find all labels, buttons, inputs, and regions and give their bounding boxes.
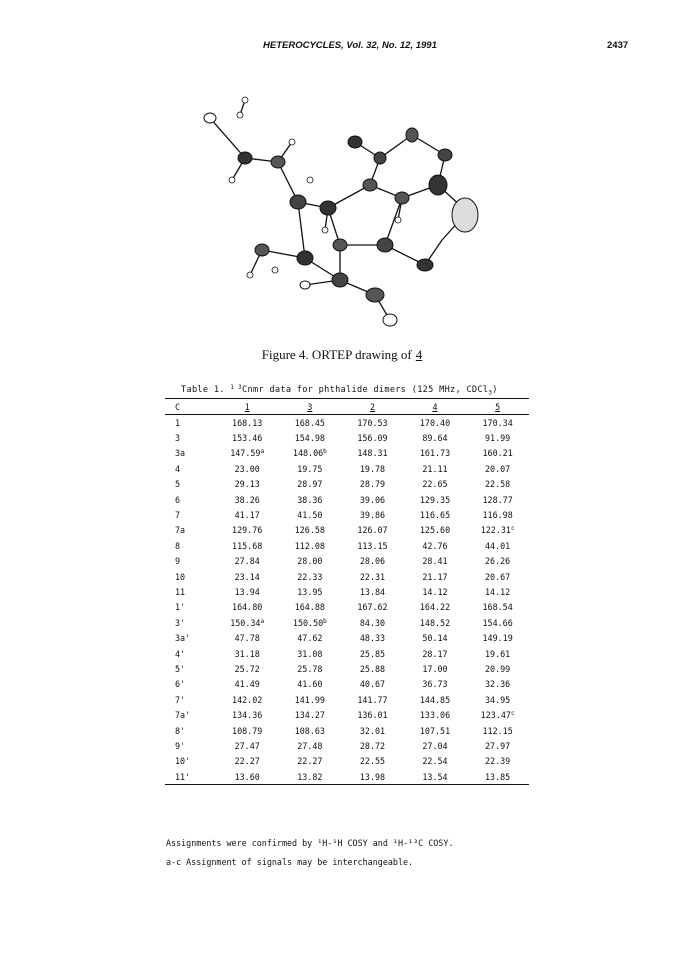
column-header <box>216 399 279 415</box>
shift-value: 27.04 <box>422 740 448 751</box>
shift-value: 164.88 <box>294 602 325 613</box>
table-row <box>165 538 529 553</box>
ortep-drawing <box>180 80 500 350</box>
shift-value: 22.33 <box>297 571 323 582</box>
carbon-label: 5 <box>175 479 181 490</box>
carbon-label: 11' <box>165 769 216 785</box>
shift-value: 167.62 <box>357 602 388 613</box>
carbon-label: 7' <box>175 694 186 705</box>
shift-value: 41.17 <box>234 510 260 521</box>
shift-value: 84.30 <box>359 617 386 628</box>
shift-value: 26.26 <box>485 556 511 567</box>
shift-value: 21.11 <box>422 463 448 474</box>
table-row <box>165 492 529 507</box>
shift-value: 161.73 <box>419 448 451 459</box>
carbon-label: 7 <box>175 510 181 521</box>
carbon-label: 11 <box>175 586 186 597</box>
shift-value: 142.02 <box>232 694 263 705</box>
table-footnote-2: a-c Assignment of signals may be interchangeable. <box>166 857 414 867</box>
shift-value: 32.01 <box>359 725 386 736</box>
compound-number: 1 <box>244 401 250 412</box>
carbon-label: 10 <box>175 571 186 582</box>
table-row <box>165 415 529 431</box>
table-row <box>165 507 529 522</box>
shift-value: 39.86 <box>359 510 386 521</box>
shift-value: 150.34$^a$ <box>230 617 265 628</box>
table-title <box>181 384 498 397</box>
table-row <box>165 630 529 645</box>
shift-value: 133.06 <box>419 710 451 721</box>
shift-value: 38.26 <box>234 494 260 505</box>
shift-value: 168.13 <box>232 417 263 428</box>
shift-value: 21.17 <box>422 571 448 582</box>
shift-value: 20.07 <box>485 463 511 474</box>
column-header <box>466 399 529 415</box>
shift-value: 108.79 <box>232 725 263 736</box>
shift-value: 22.55 <box>359 756 386 767</box>
shift-value: 25.78 <box>297 663 323 674</box>
column-header: C <box>165 399 216 415</box>
molecule-atoms <box>204 113 478 326</box>
shift-value: 122.31$^c$ <box>480 525 515 536</box>
shift-value: 48.33 <box>359 633 386 644</box>
title-superscript: 1 3 <box>230 384 243 391</box>
shift-value: 44.01 <box>485 540 511 551</box>
shift-value: 27.48 <box>297 740 323 751</box>
table-row <box>165 661 529 676</box>
table-row <box>165 769 529 785</box>
carbon-label: 7a' <box>175 710 191 721</box>
shift-value: 91.99 <box>485 433 511 444</box>
shift-value: 27.97 <box>485 740 511 751</box>
shift-value: 13.82 <box>279 769 342 785</box>
shift-value: 22.65 <box>422 479 448 490</box>
shift-value: 148.06$^b$ <box>292 448 327 459</box>
shift-value: 41.60 <box>297 679 323 690</box>
shift-value: 28.41 <box>422 556 448 567</box>
compound-number: 2 <box>369 401 375 412</box>
shift-value: 123.47$^c$ <box>480 710 515 721</box>
table-footnote-1: Assignments were confirmed by ¹H-¹H COSY and ¹H-¹³C COSY. <box>166 838 454 848</box>
shift-value: 89.64 <box>422 433 448 444</box>
table-number: Table 1. <box>181 385 225 395</box>
table-row <box>165 723 529 738</box>
carbon-label: 3 <box>175 433 181 444</box>
shift-value: 39.06 <box>359 494 386 505</box>
shift-value: 141.77 <box>357 694 388 705</box>
journal-citation: HETEROCYCLES, Vol. 32, No. 12, 1991 <box>263 40 437 51</box>
shift-value: 129.35 <box>419 494 451 505</box>
carbon-label: 6' <box>175 679 186 690</box>
carbon-label: 8' <box>175 725 186 736</box>
shift-value: 13.54 <box>404 769 467 785</box>
shift-value: 25.88 <box>359 663 386 674</box>
shift-value: 125.60 <box>419 525 451 536</box>
shift-value: 170.53 <box>357 417 388 428</box>
shift-value: 141.99 <box>294 694 325 705</box>
table-row <box>165 707 529 722</box>
caption-text: Figure 4. ORTEP drawing of <box>261 347 412 362</box>
table-body <box>165 415 529 785</box>
title-end: ) <box>492 385 498 395</box>
carbon-label: 9 <box>175 556 181 567</box>
compound-number: 5 <box>495 401 501 412</box>
shift-value: 13.94 <box>234 586 260 597</box>
shift-value: 19.78 <box>359 463 386 474</box>
shift-value: 112.08 <box>294 540 325 551</box>
shift-value: 22.27 <box>234 756 260 767</box>
shift-value: 25.72 <box>234 663 260 674</box>
shift-value: 148.31 <box>357 448 388 459</box>
table-row <box>165 692 529 707</box>
table-row <box>165 646 529 661</box>
running-header <box>0 40 684 56</box>
table-row <box>165 554 529 569</box>
nmr-data-table <box>165 398 529 785</box>
shift-value: 32.36 <box>485 679 511 690</box>
shift-value: 14.12 <box>485 586 511 597</box>
shift-value: 148.52 <box>419 617 451 628</box>
carbon-label: 10' <box>175 756 191 767</box>
shift-value: 41.49 <box>234 679 260 690</box>
shift-value: 29.13 <box>234 479 260 490</box>
shift-value: 20.67 <box>485 571 511 582</box>
shift-value: 28.72 <box>359 740 386 751</box>
table-row <box>165 477 529 492</box>
shift-value: 34.95 <box>485 694 511 705</box>
shift-value: 170.40 <box>419 417 451 428</box>
shift-value: 13.95 <box>297 586 323 597</box>
shift-value: 160.21 <box>482 448 513 459</box>
shift-value: 115.68 <box>232 540 263 551</box>
shift-value: 28.00 <box>297 556 323 567</box>
shift-value: 28.97 <box>297 479 323 490</box>
shift-value: 112.15 <box>482 725 513 736</box>
shift-value: 153.46 <box>232 433 263 444</box>
shift-value: 156.09 <box>357 433 388 444</box>
shift-value: 149.19 <box>482 633 513 644</box>
shift-value: 17.00 <box>422 663 448 674</box>
page-number: 2437 <box>607 40 629 51</box>
shift-value: 31.18 <box>234 648 260 659</box>
figure-caption <box>0 347 684 363</box>
table-row <box>165 446 529 461</box>
table-row <box>165 523 529 538</box>
shift-value: 19.75 <box>297 463 323 474</box>
shift-value: 23.00 <box>234 463 260 474</box>
carbon-label: 8 <box>175 540 181 551</box>
carbon-label: 3a <box>175 448 186 459</box>
shift-value: 116.65 <box>419 510 451 521</box>
shift-value: 47.78 <box>234 633 260 644</box>
table-row <box>165 430 529 445</box>
shift-value: 25.85 <box>359 648 386 659</box>
table-row <box>165 461 529 476</box>
table-row <box>165 754 529 769</box>
carbon-label: 5' <box>175 663 186 674</box>
table-row <box>165 738 529 753</box>
shift-value: 22.54 <box>422 756 448 767</box>
shift-value: 28.17 <box>422 648 448 659</box>
shift-value: 42.76 <box>422 540 448 551</box>
shift-value: 19.61 <box>485 648 511 659</box>
caption-compound: 4 <box>415 347 423 362</box>
shift-value: 36.73 <box>422 679 448 690</box>
shift-value: 22.27 <box>297 756 323 767</box>
carbon-label: 1' <box>175 602 186 613</box>
shift-value: 40.67 <box>359 679 386 690</box>
carbon-label: 3' <box>175 617 186 628</box>
shift-value: 134.27 <box>294 710 325 721</box>
shift-value: 108.63 <box>294 725 325 736</box>
shift-value: 136.01 <box>357 710 388 721</box>
shift-value: 107.51 <box>419 725 451 736</box>
shift-value: 27.47 <box>234 740 260 751</box>
compound-number: 4 <box>432 401 438 412</box>
shift-value: 22.31 <box>359 571 386 582</box>
shift-value: 41.50 <box>297 510 323 521</box>
carbon-label: 1 <box>175 417 181 428</box>
shift-value: 50.14 <box>422 633 448 644</box>
shift-value: 126.07 <box>357 525 388 536</box>
column-header <box>341 399 404 415</box>
shift-value: 31.08 <box>297 648 323 659</box>
title-main: Cnmr data for phthalide dimers (125 MHz, CDCl <box>242 385 489 395</box>
table-row <box>165 615 529 630</box>
shift-value: 164.22 <box>419 602 451 613</box>
shift-value: 20.99 <box>485 663 511 674</box>
shift-value: 150.50$^b$ <box>292 617 327 628</box>
shift-value: 28.79 <box>359 479 386 490</box>
carbon-label: 6 <box>175 494 181 505</box>
carbon-label: 7a <box>175 525 186 536</box>
column-header <box>404 399 467 415</box>
shift-value: 28.06 <box>359 556 386 567</box>
carbon-label: 4' <box>175 648 186 659</box>
table-header-row <box>165 399 529 415</box>
shift-value: 13.98 <box>341 769 404 785</box>
shift-value: 129.76 <box>232 525 263 536</box>
shift-value: 126.58 <box>294 525 325 536</box>
shift-value: 14.12 <box>422 586 448 597</box>
shift-value: 13.85 <box>466 769 529 785</box>
shift-value: 154.66 <box>482 617 513 628</box>
table-row <box>165 584 529 599</box>
shift-value: 134.36 <box>232 710 263 721</box>
table-row <box>165 677 529 692</box>
shift-value: 116.98 <box>482 510 513 521</box>
carbon-label: 9' <box>175 740 186 751</box>
shift-value: 23.14 <box>234 571 260 582</box>
shift-value: 22.58 <box>485 479 511 490</box>
carbon-label: 3a' <box>175 633 191 644</box>
table-row <box>165 569 529 584</box>
shift-value: 27.84 <box>234 556 260 567</box>
shift-value: 147.59$^a$ <box>230 448 265 459</box>
compound-number: 3 <box>307 401 313 412</box>
shift-value: 13.60 <box>216 769 279 785</box>
shift-value: 38.36 <box>297 494 323 505</box>
shift-value: 113.15 <box>357 540 388 551</box>
shift-value: 168.45 <box>294 417 325 428</box>
shift-value: 13.84 <box>359 586 386 597</box>
shift-value: 22.39 <box>485 756 511 767</box>
shift-value: 170.34 <box>482 417 513 428</box>
carbon-label: 4 <box>175 463 181 474</box>
shift-value: 154.98 <box>294 433 325 444</box>
shift-value: 128.77 <box>482 494 513 505</box>
title-subscript: 3 <box>488 389 493 397</box>
column-header <box>279 399 342 415</box>
shift-value: 164.80 <box>232 602 263 613</box>
table-row <box>165 600 529 615</box>
shift-value: 144.85 <box>419 694 451 705</box>
shift-value: 168.54 <box>482 602 513 613</box>
shift-value: 47.62 <box>297 633 323 644</box>
